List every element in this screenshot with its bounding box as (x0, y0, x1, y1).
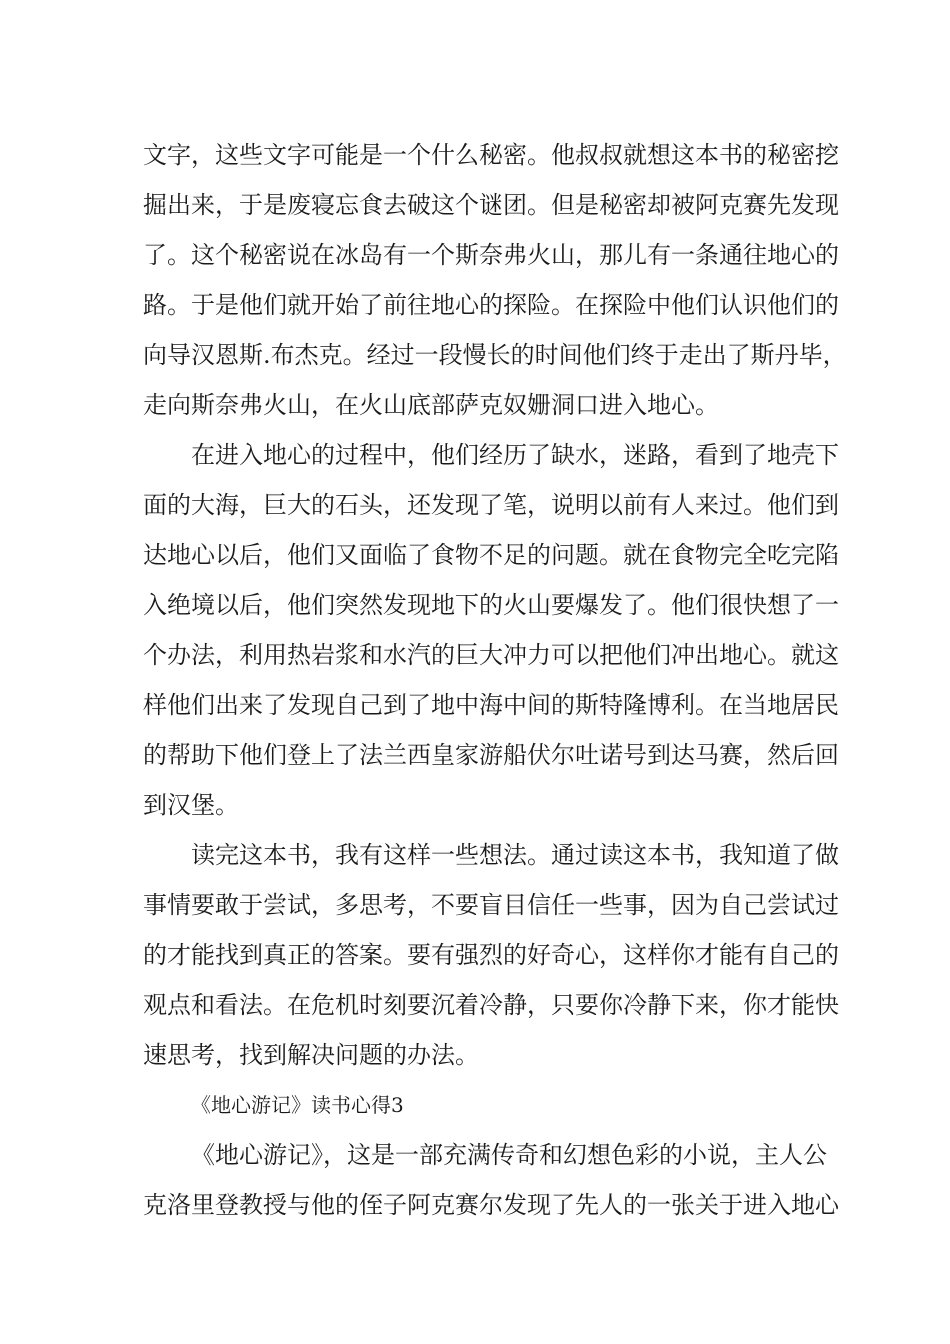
text-line: 速思考，找到解决问题的办法。 (143, 1041, 479, 1069)
text-line: 的帮助下他们登上了法兰西皇家游船伏尔吐诺号到达马赛，然后回 (143, 741, 839, 769)
text-line: 在进入地心的过程中，他们经历了缺水，迷路，看到了地壳下 (191, 441, 839, 469)
text-line: 了。这个秘密说在冰岛有一个斯奈弗火山，那儿有一条通往地心的 (143, 241, 839, 269)
body-text (143, 130, 847, 1230)
text-line: 路。于是他们就开始了前往地心的探险。在探险中他们认识他们的 (143, 291, 839, 319)
text-line: 达地心以后，他们又面临了食物不足的问题。就在食物完全吃完陷 (143, 541, 839, 569)
text-line: 观点和看法。在危机时刻要沉着冷静，只要你冷静下来，你才能快 (143, 991, 839, 1019)
text-line: 的才能找到真正的答案。要有强烈的好奇心，这样你才能有自己的 (143, 941, 839, 969)
text-line: 向导汉恩斯.布杰克。经过一段慢长的时间他们终于走出了斯丹毕， (143, 341, 847, 369)
text-line: 到汉堡。 (143, 791, 239, 819)
text-line: 样他们出来了发现自己到了地中海中间的斯特隆博利。在当地居民 (143, 691, 839, 719)
text-line: 《地心游记》，这是一部充满传奇和幻想色彩的小说，主人公 (191, 1141, 827, 1169)
text-line: 面的大海，巨大的石头，还发现了笔，说明以前有人来过。他们到 (143, 491, 839, 519)
text-line: 个办法，利用热岩浆和水汽的巨大冲力可以把他们冲出地心。就这 (143, 641, 839, 669)
text-line: 掘出来，于是废寝忘食去破这个谜团。但是秘密却被阿克赛先发现 (143, 191, 839, 219)
text-line: 文字，这些文字可能是一个什么秘密。他叔叔就想这本书的秘密挖 (143, 141, 839, 169)
text-line: 入绝境以后，他们突然发现地下的火山要爆发了。他们很快想了一 (143, 591, 839, 619)
text-line: 事情要敢于尝试，多思考，不要盲目信任一些事，因为自己尝试过 (143, 891, 839, 919)
text-line: 读完这本书，我有这样一些想法。通过读这本书，我知道了做 (191, 841, 839, 869)
text-line: 克洛里登教授与他的侄子阿克赛尔发现了先人的一张关于进入地心 (143, 1191, 839, 1219)
text-line: 走向斯奈弗火山，在火山底部萨克奴姗洞口进入地心。 (143, 391, 719, 419)
section-heading: 《地心游记》读书心得3 (191, 1093, 404, 1117)
